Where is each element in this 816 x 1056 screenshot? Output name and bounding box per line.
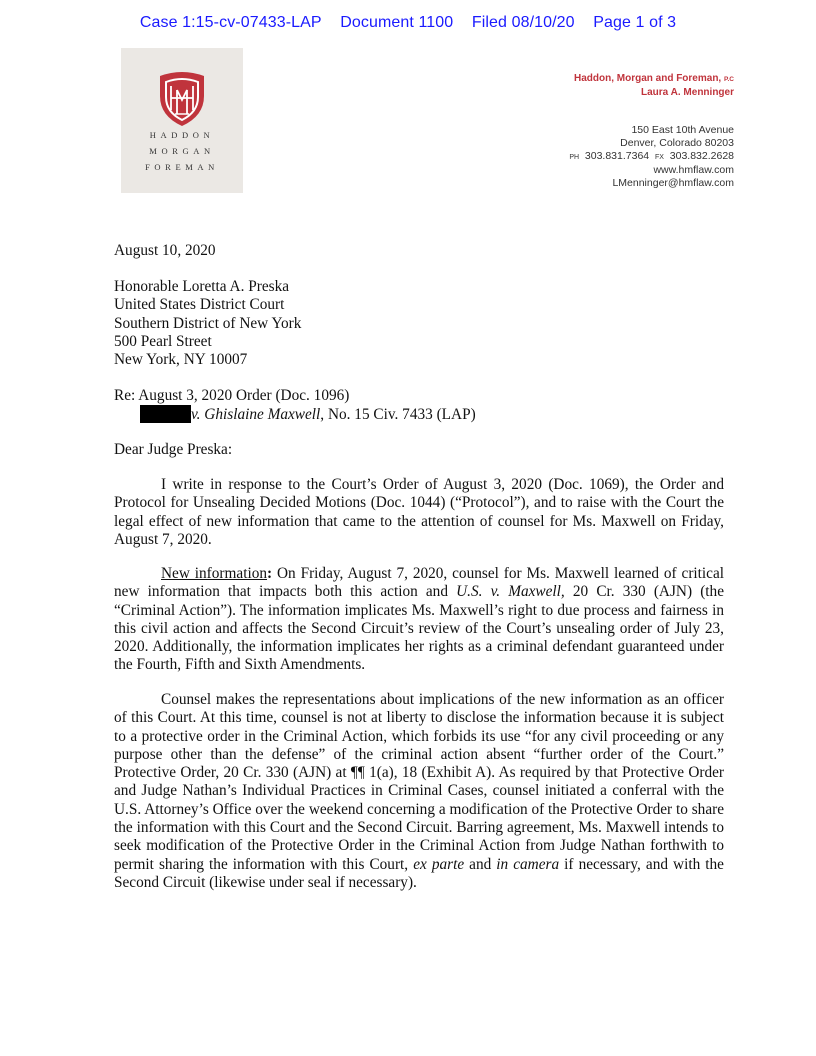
re-line-1: Re: August 3, 2020 Order (Doc. 1096) [114, 387, 350, 404]
fax-label: FX [654, 154, 664, 161]
heading-colon: : [267, 565, 273, 582]
logo-text-morgan: MORGAN [149, 146, 215, 156]
case-header [0, 14, 816, 32]
recipient-line: Honorable Loretta A. Preska [114, 278, 290, 295]
recipient-line: New York, NY 10007 [114, 351, 248, 369]
logo-text-foreman: FOREMAN [145, 162, 219, 172]
paragraph-2-text-b: 20 Cr. 330 (AJN) (the “Criminal Action”). The information implicates Ms. Maxwell’s right to due process and fairness in this civil action and affects the Second Circuit’s review of the Court’s unsealing order of July 23, 2020. Additionally, the information implicates her rights as a criminal defendant guaranteed under the Fourth, Fifth and Sixth Amendments. [114, 583, 724, 674]
document-number: Document 1100 [340, 14, 454, 31]
shield-logo-icon [156, 70, 208, 128]
firm-logo [121, 48, 243, 193]
address-line-1: 150 East 10th Avenue [631, 124, 734, 136]
address-line-2: Denver, Colorado 80203 [620, 137, 734, 149]
case-citation: U.S. v. Maxwell, [456, 583, 565, 601]
paragraph-2 [114, 565, 724, 675]
attorney-name: Laura A. Menninger [641, 87, 734, 98]
phone-fax-line [569, 150, 734, 164]
firm-name-block [574, 72, 734, 99]
case-number: Case 1:15-cv-07433-LAP [139, 14, 322, 31]
recipient-line: United States District Court [114, 296, 285, 314]
filed-date: Filed 08/10/20 [471, 14, 575, 31]
case-caption-italic: v. Ghislaine Maxwell [191, 406, 321, 424]
recipient-block [114, 278, 724, 369]
redaction-bar [140, 405, 191, 423]
email-link[interactable]: LMenninger@hmflaw.com [612, 177, 734, 189]
salutation: Dear Judge Preska: [114, 441, 233, 458]
paragraph-3-and: and [464, 855, 497, 873]
firm-address-block [569, 124, 734, 190]
recipient-line: 500 Pearl Street [114, 332, 212, 350]
re-block [114, 387, 724, 425]
in-camera-italic: in camera [496, 855, 560, 873]
firm-name: Haddon, Morgan and Foreman, [573, 73, 722, 84]
page-indicator: Page 1 of 3 [593, 14, 677, 31]
case-caption-rest: , No. 15 Civ. 7433 (LAP) [320, 406, 476, 424]
re-line-2 [114, 405, 724, 424]
paragraph-2-text-a: On Friday, August 7, 2020, counsel for Ms. Maxwell learned of critical new information that impacts both this action and [114, 565, 724, 601]
recipient-line: Southern District of New York [114, 314, 302, 332]
new-information-heading: New information [161, 565, 267, 582]
ex-parte-italic: ex parte [413, 855, 465, 873]
fax-number: 303.832.2628 [669, 150, 734, 162]
website-link[interactable]: www.hmflaw.com [653, 164, 734, 176]
paragraph-3-text-b: if necessary, and with the Second Circuit (likewise under seal if necessary). [114, 855, 724, 891]
phone-number: 303.831.7364 [584, 150, 650, 162]
paragraph-3 [114, 691, 724, 892]
letter-date: August 10, 2020 [114, 242, 216, 259]
logo-text-haddon: HADDON [149, 130, 215, 140]
paragraph-1: I write in response to the Court’s Order of August 3, 2020 (Doc. 1069), the Order and Protocol for Unsealing Decided Motions (Doc. 1044) (“Protocol”), and to raise with the Court the legal effect of new information that came to the attention of counsel for Ms. Maxwell on Friday, August 7, 2020. [114, 476, 724, 548]
paragraph-3-text-a: Counsel makes the representations about implications of the new information as an officer of this Court. At this time, counsel is not at liberty to disclose the information because it is subject to a protective order in the Criminal Action, which forbids its use “for any civil proceeding or any purpose other than the defense” of the criminal action absent “further order of the Court.” Protective Order, 20 Cr. 330 (AJN) at ¶¶ 1(a), 18 (Exhibit A). As required by that Protective Order and Judge Nathan’s Individual Practices in Criminal Cases, counsel initiated a conferral with the U.S. Attorney’s Office over the weekend concerning a modification of the Protective Order to share the information with this Court and the Second Circuit. Barring agreement, Ms. Maxwell intends to seek modification of the Protective Order in the Criminal Action from Judge Nathan forthwith to permit sharing the information with this Court, [114, 691, 724, 873]
firm-suffix: P.C [724, 76, 734, 83]
phone-label: PH [569, 154, 580, 161]
